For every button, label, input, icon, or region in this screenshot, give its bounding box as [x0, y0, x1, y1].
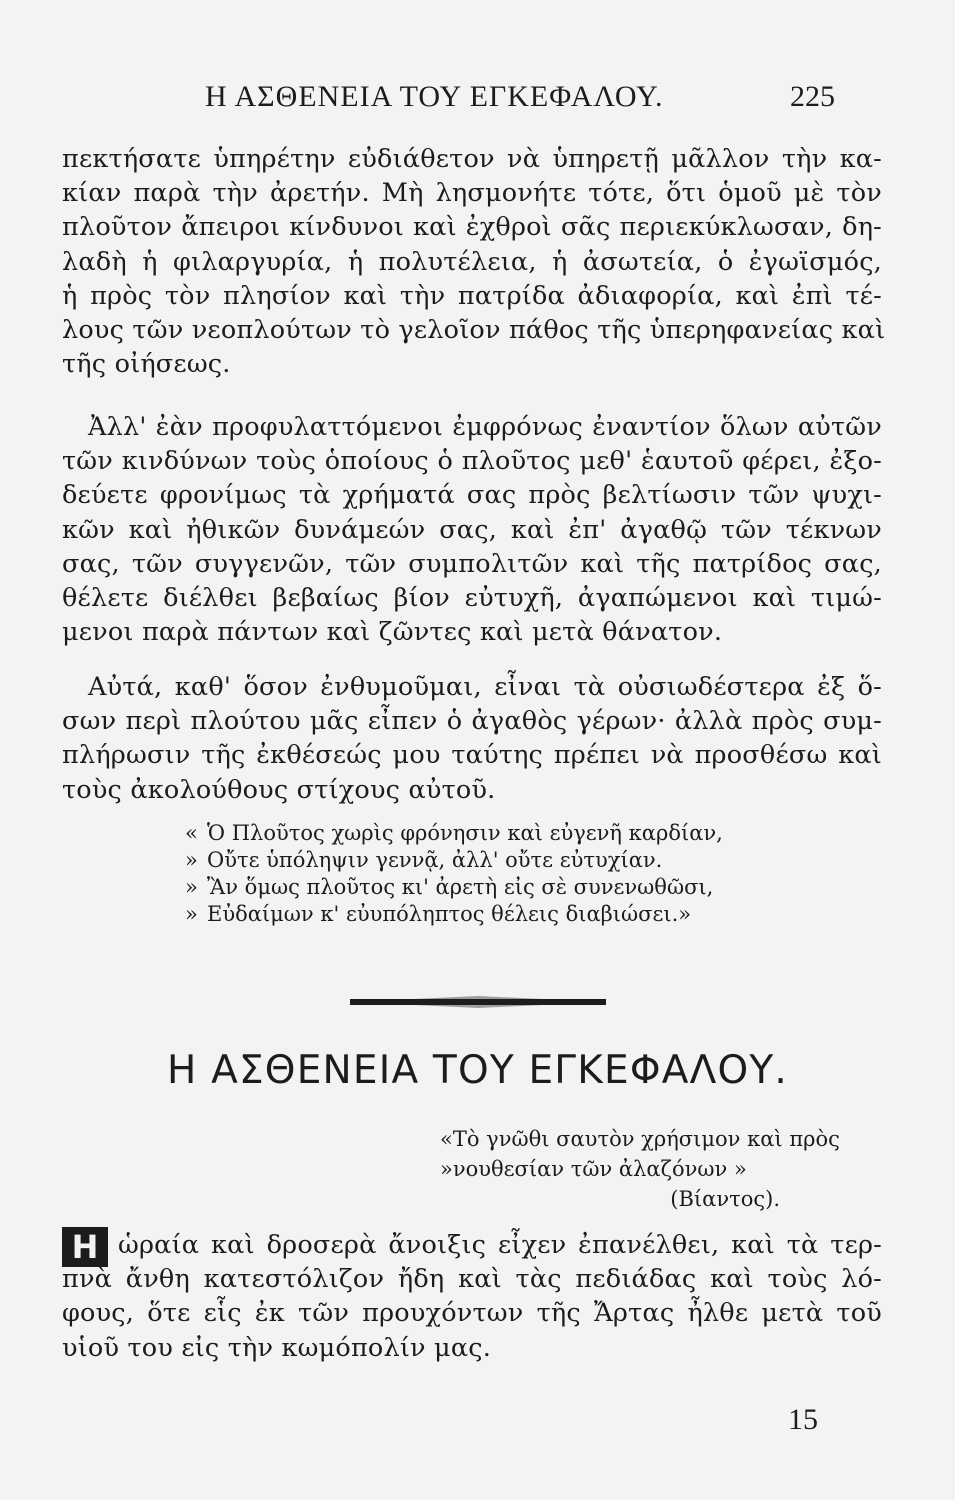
text-line: ὡραία καὶ δροσερὰ ἄνοιξις εἶχεν ἐπανέλθει, καὶ τὰ τερ-	[118, 1230, 882, 1260]
epigraph-line: »νουθεσίαν τῶν ἀλαζόνων »	[440, 1157, 747, 1181]
text-line: τοὺς ἀκολούθους στίχους αὐτοῦ.	[62, 774, 496, 805]
verse-text: Ἂν ὅμως πλοῦτος κι' ἀρετὴ εἰς σὲ συνενωθῶσι,	[207, 875, 714, 899]
verse-line	[185, 874, 805, 901]
text-line: σων περὶ πλούτου μᾶς εἶπεν ὁ ἀγαθὸς γέρων· ἀλλὰ πρὸς συμ-	[62, 706, 882, 737]
text-line: Ἀλλ' ἐὰν προφυλαττόμενοι ἐμφρόνως ἐναντίον ὅλων αὐτῶν	[88, 412, 882, 442]
verse-text: Ὁ Πλοῦτος χωρὶς φρόνησιν καὶ εὐγενῆ καρδίαν,	[207, 821, 723, 845]
text-line: μενοι παρὰ πάντων καὶ ζῶντες καὶ μετὰ θάνατον.	[62, 617, 723, 648]
text-line: υἱοῦ του εἰς τὴν κωμόπολίν μας.	[62, 1332, 492, 1363]
epigraph	[440, 1124, 870, 1214]
chapter-title: Η ΑΣΘΕΝΕΙΑ ΤΟΥ ΕΓΚΕΦΑΛΟΥ.	[166, 1048, 789, 1093]
quote-mark: »	[185, 902, 198, 926]
epigraph-attribution: (Βίαντος).	[670, 1187, 780, 1211]
text-line: λους τῶν νεοπλούτων τὸ γελοῖον πάθος τῆς ὑπερηφανείας καὶ	[62, 315, 886, 346]
text-line: τῆς οἰήσεως.	[62, 349, 231, 380]
verse-block	[185, 820, 805, 928]
running-title: Η ΑΣΘΕΝΕΙΑ ΤΟΥ ΕΓΚΕΦΑΛΟΥ.	[205, 80, 664, 113]
text-line: τῶν κινδύνων τοὺς ὁποίους ὁ πλοῦτος μεθ' ἑαυτοῦ φέρει, ἐξο-	[62, 446, 882, 477]
paragraph-2	[62, 410, 882, 649]
verse-line	[185, 847, 805, 874]
paragraph-4	[62, 1228, 882, 1365]
verse-line	[185, 820, 805, 847]
text-line: ἡ πρὸς τὸν πλησίον καὶ τὴν πατρίδα ἀδιαφορία, καὶ ἐπὶ τέ-	[62, 280, 882, 311]
quote-mark: »	[185, 875, 198, 899]
text-line: λαδὴ ἡ φιλαργυρία, ἡ πολυτέλεια, ἡ ἀσωτεία, ὁ ἐγωϊσμός,	[62, 246, 882, 277]
drop-cap: Η	[62, 1227, 108, 1267]
text-line: θέλετε διέλθει βεβαίως βίον εὐτυχῆ, ἀγαπώμενοι καὶ τιμώ-	[62, 583, 882, 614]
running-head	[0, 80, 955, 120]
paragraph-1	[62, 142, 886, 381]
text-line: δεύετε φρονίμως τὰ χρήματά σας πρὸς βελτίωσιν τῶν ψυχι-	[62, 480, 882, 511]
page-number: 225	[790, 80, 835, 113]
paragraph-3	[62, 670, 882, 807]
text-line: κίαν παρὰ τὴν ἀρετήν. Μὴ λησμονήτε τότε, ὅτι ὁμοῦ μὲ τὸν	[62, 178, 882, 209]
text-line: σας, τῶν συγγενῶν, τῶν συμπολιτῶν καὶ τῆς πατρίδος σας,	[62, 548, 882, 579]
text-line: κῶν καὶ ἠθικῶν δυνάμεών σας, καὶ ἐπ' ἀγαθῷ τῶν τέκνων	[62, 514, 882, 545]
quote-mark: »	[185, 848, 198, 872]
text-line: φους, ὅτε εἷς ἐκ τῶν προυχόντων τῆς Ἄρτας ἦλθε μετὰ τοῦ	[62, 1298, 882, 1329]
quote-mark: «	[185, 821, 198, 845]
text-line: πεκτήσατε ὑπηρέτην εὐδιάθετον νὰ ὑπηρετῇ μᾶλλον τὴν κα-	[62, 144, 882, 174]
verse-text: Οὔτε ὑπόληψιν γεννᾷ, ἀλλ' οὔτε εὐτυχίαν.	[207, 848, 663, 872]
text-line: Αὐτά, καθ' ὅσον ἐνθυμοῦμαι, εἶναι τὰ οὐσιωδέστερα ἐξ ὅ-	[88, 672, 882, 702]
text-line: πλήρωσιν τῆς ἐκθέσεώς μου ταύτης πρέπει νὰ προσθέσω καὶ	[62, 740, 882, 771]
verse-text: Εὐδαίμων κ' εὐυπόληπτος θέλεις διαβιώσει.»	[207, 902, 692, 926]
section-divider-rule	[350, 999, 606, 1005]
text-line: πλοῦτον ἄπειροι κίνδυνοι καὶ ἐχθροὶ σᾶς περιεκύκλωσαν, δη-	[62, 212, 882, 243]
signature-mark: 15	[788, 1403, 818, 1436]
epigraph-line: «Τὸ γνῶθι σαυτὸν χρήσιμον καὶ πρὸς	[440, 1127, 840, 1151]
text-line: πνὰ ἄνθη κατεστόλιζον ἤδη καὶ τὰς πεδιάδας καὶ τοὺς λό-	[62, 1264, 882, 1295]
verse-line	[185, 901, 805, 928]
